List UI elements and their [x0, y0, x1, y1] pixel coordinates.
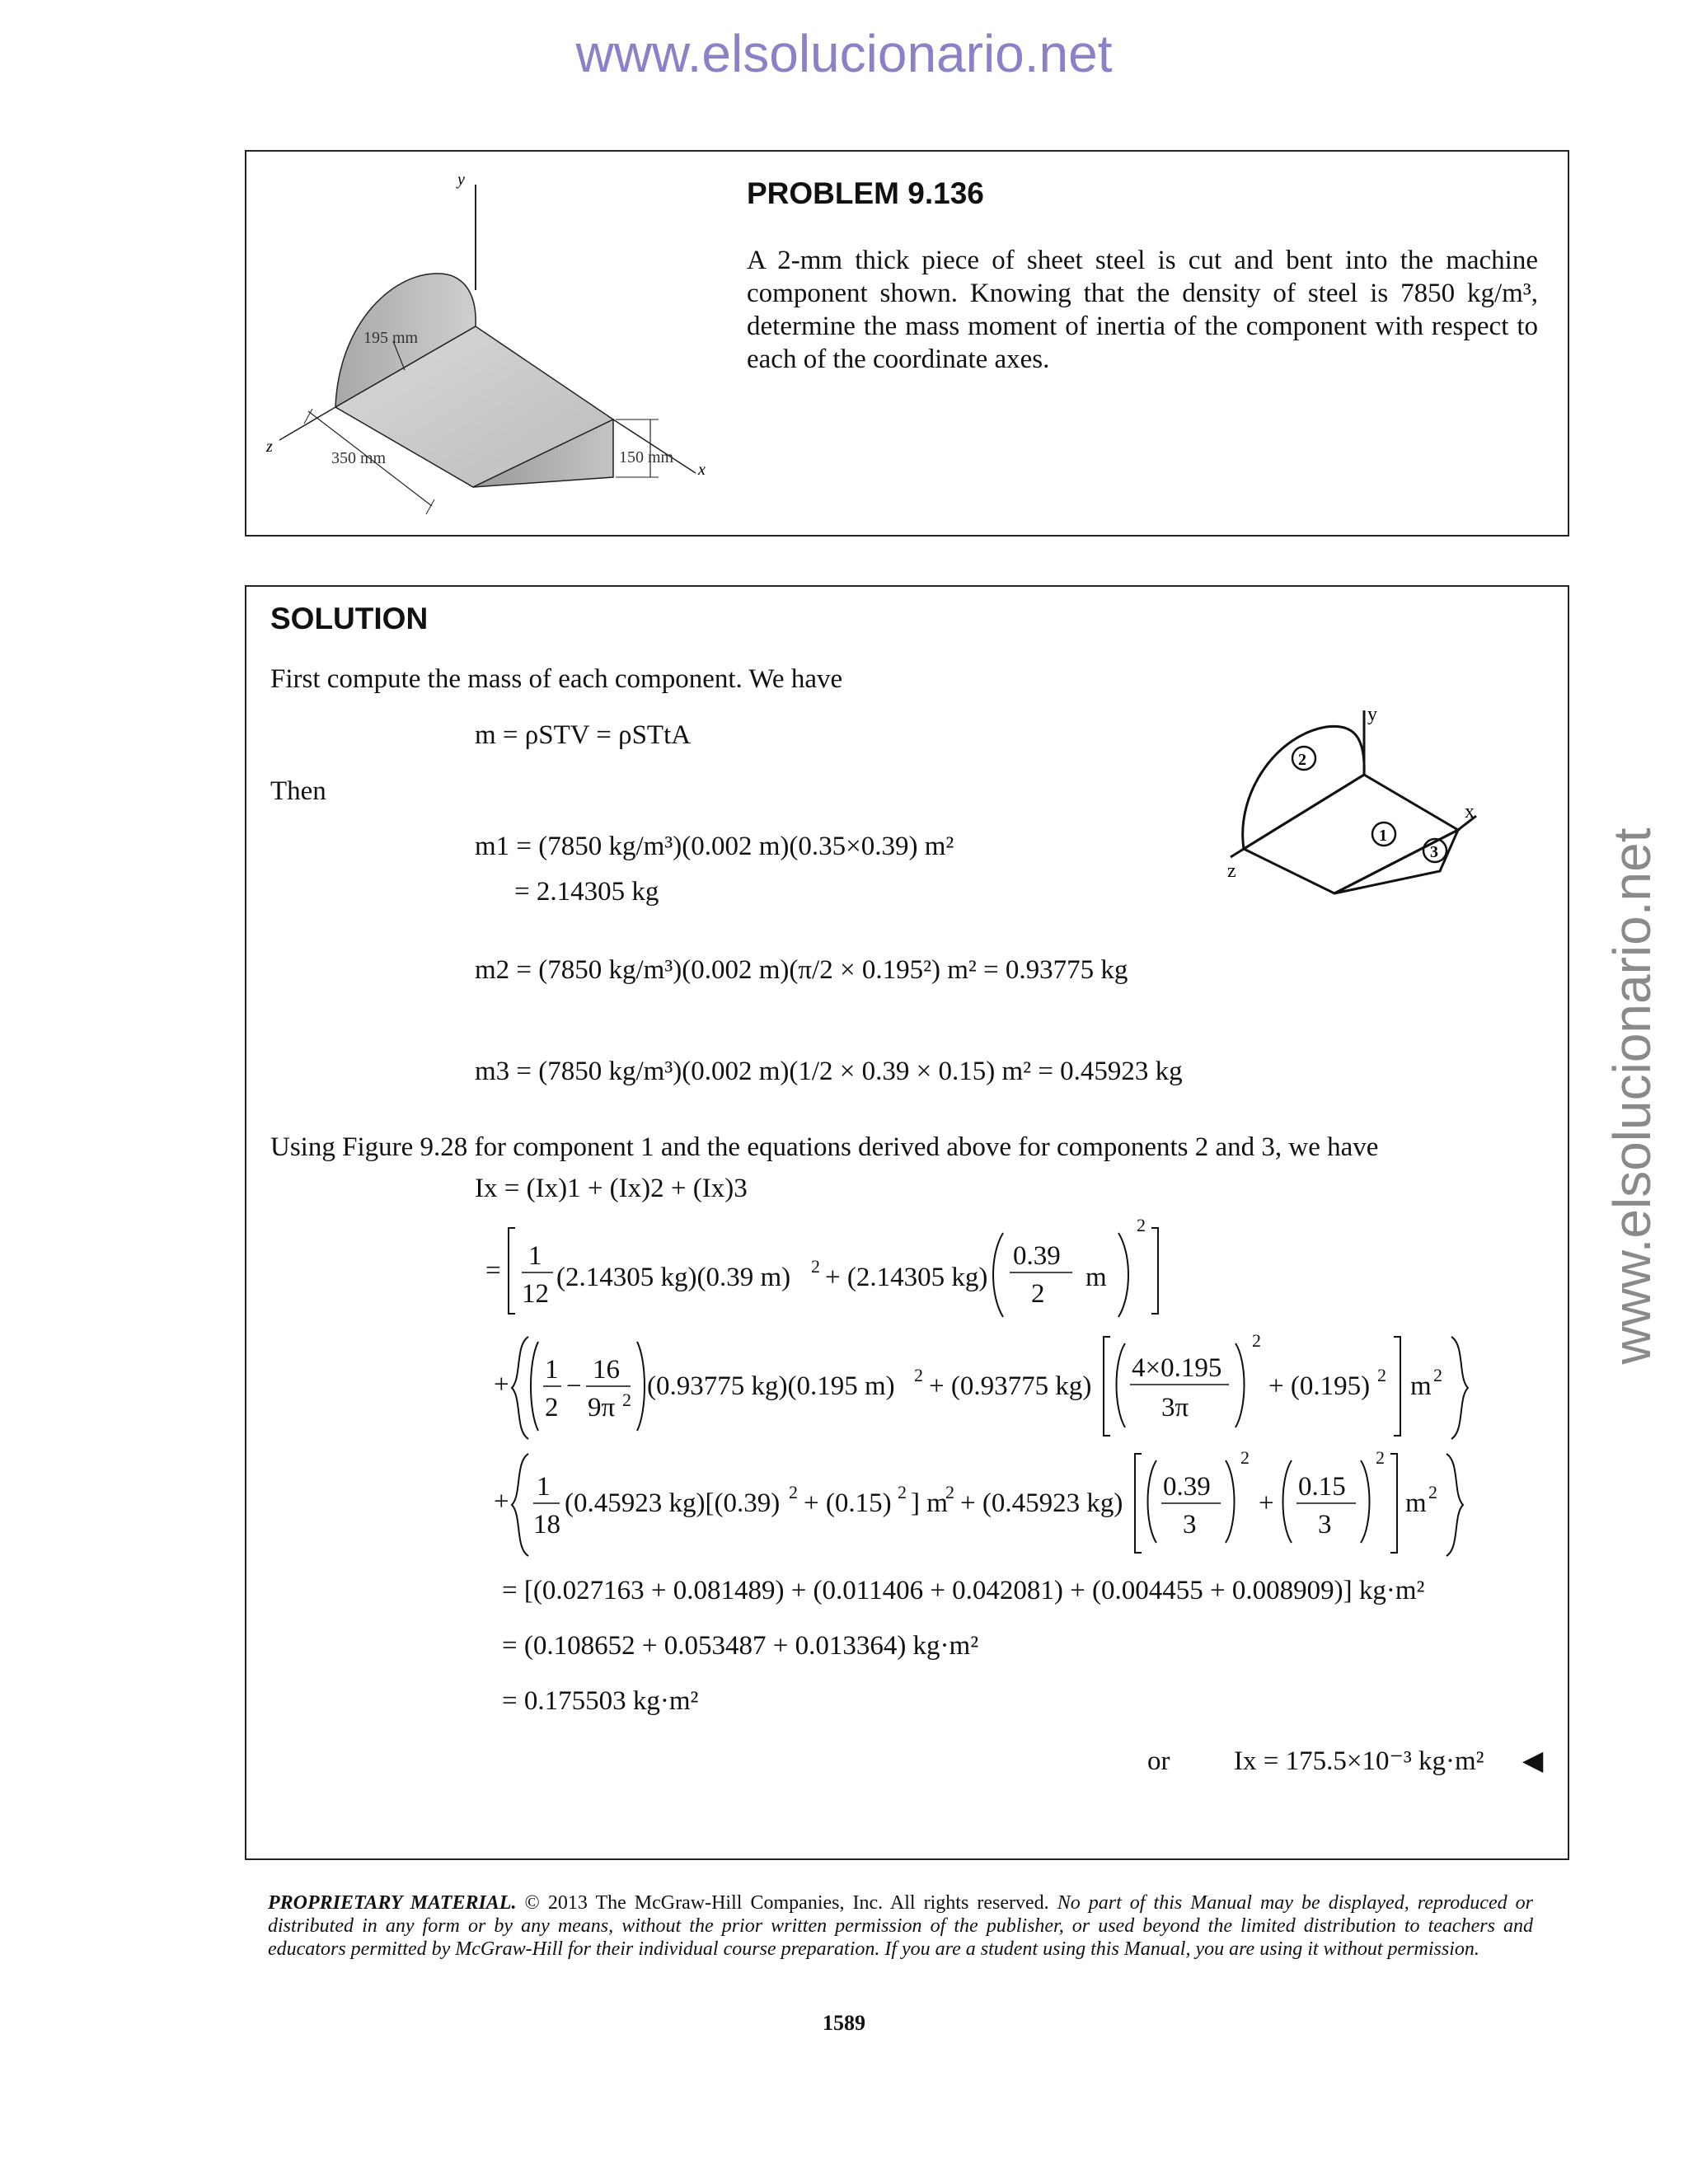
svg-text:(0.45923 kg)[(0.39): (0.45923 kg)[(0.39)	[565, 1488, 781, 1518]
m1-equation: m1 = (7850 kg/m³)(0.002 m)(0.35×0.39) m²	[475, 832, 954, 861]
svg-text:+ (2.14305 kg): + (2.14305 kg)	[825, 1263, 988, 1292]
fig-axis-x: x	[698, 461, 706, 479]
svg-text:2: 2	[545, 1393, 559, 1422]
problem-title: PROBLEM 9.136	[747, 176, 984, 210]
then-label: Then	[270, 776, 326, 806]
svg-text:2: 2	[1376, 1447, 1385, 1468]
svg-text:4×0.195: 4×0.195	[1132, 1353, 1222, 1383]
problem-box	[245, 150, 1569, 537]
svg-text:+ (0.45923 kg): + (0.45923 kg)	[960, 1488, 1123, 1518]
fig-dim-150: 150 mm	[619, 448, 674, 466]
page-number: 1589	[823, 2011, 865, 2035]
ix-sum: Ix = (Ix)1 + (Ix)2 + (Ix)3	[475, 1174, 748, 1203]
footer-notice: No part of this Manual may be displayed, reproduced or distributed in any form or by any means, without the prior written permission of the publisher, or used beyond the limited distribution to teachers and educators permitted by McGraw-Hill for their individual course preparation. If you are a student using this Manual, you are using it without permission.	[268, 1892, 1533, 1960]
svg-text:+ (0.15): + (0.15)	[804, 1488, 892, 1518]
svg-text:m: m	[1085, 1263, 1107, 1292]
svg-text:+: +	[494, 1487, 509, 1516]
sketch-label-y: y	[1367, 704, 1377, 725]
sum-line-3: = 0.175503 kg·m²	[502, 1686, 699, 1716]
fig-axis-z: z	[266, 438, 273, 456]
watermark-top: www.elsolucionario.net	[575, 24, 1113, 83]
svg-text:0.39: 0.39	[1163, 1472, 1211, 1502]
component-sketch	[1219, 702, 1483, 916]
svg-text:(0.93775 kg)(0.195 m): (0.93775 kg)(0.195 m)	[647, 1371, 895, 1401]
solution-box	[245, 585, 1569, 1860]
svg-text:+: +	[1259, 1488, 1274, 1518]
svg-text:18: 18	[533, 1510, 560, 1540]
svg-text:0.39: 0.39	[1013, 1241, 1061, 1271]
final-answer: Ix = 175.5×10⁻³ kg·m²	[1234, 1746, 1484, 1776]
svg-text:2: 2	[1377, 1365, 1386, 1385]
svg-text:2: 2	[945, 1482, 954, 1502]
svg-text:+ (0.93775 kg): + (0.93775 kg)	[929, 1371, 1092, 1401]
ix-expansion	[485, 1213, 1557, 1576]
svg-text:1: 1	[545, 1355, 559, 1385]
svg-text:2: 2	[622, 1390, 631, 1410]
svg-text:m: m	[1405, 1488, 1427, 1518]
svg-text:2: 2	[811, 1256, 820, 1277]
sum-line-2: = (0.108652 + 0.053487 + 0.013364) kg·m²	[502, 1631, 979, 1661]
fig-dim-350: 350 mm	[331, 449, 387, 467]
solution-title: SOLUTION	[270, 602, 429, 635]
footer	[268, 1891, 1533, 1961]
fig-axis-y: y	[457, 171, 465, 189]
svg-text:+: +	[494, 1370, 509, 1399]
svg-text:m: m	[1410, 1371, 1432, 1401]
answer-marker-icon: ◀	[1522, 1746, 1544, 1776]
using-text: Using Figure 9.28 for component 1 and the equations derived above for components 2 and 3, we have	[270, 1132, 1379, 1162]
svg-text:2: 2	[1137, 1215, 1146, 1235]
svg-text:2: 2	[898, 1482, 907, 1502]
svg-text:] m: ] m	[911, 1488, 948, 1518]
sketch-label-2: 2	[1298, 751, 1306, 769]
svg-text:2: 2	[1031, 1279, 1045, 1309]
svg-text:9π: 9π	[588, 1393, 616, 1422]
footer-lead: PROPRIETARY MATERIAL.	[268, 1892, 517, 1914]
svg-text:16: 16	[593, 1355, 620, 1385]
svg-text:2: 2	[789, 1482, 798, 1502]
sum-line-1: = [(0.027163 + 0.081489) + (0.011406 + 0.042081) + (0.004455 + 0.008909)] kg·m²	[502, 1576, 1425, 1605]
svg-text:1: 1	[537, 1472, 551, 1502]
problem-statement: A 2-mm thick piece of sheet steel is cut and bent into the machine component shown. Knowing that the density of steel is 7850 kg/m³, determine the mass moment of inertia of the component with respect to each of the coordinate axes.	[747, 246, 1538, 374]
m3-equation: m3 = (7850 kg/m³)(0.002 m)(1/2 × 0.39 × 0.15) m² = 0.45923 kg	[475, 1057, 1183, 1086]
sketch-label-3: 3	[1430, 843, 1438, 861]
fig-dim-195: 195 mm	[363, 329, 419, 347]
footer-copyright: © 2013 The McGraw-Hill Companies, Inc. All rights reserved.	[524, 1892, 1049, 1914]
svg-text:3: 3	[1183, 1510, 1197, 1540]
watermark-side: www.elsolucionario.net	[1602, 827, 1662, 1365]
or-label: or	[1147, 1746, 1170, 1776]
sketch-label-1: 1	[1379, 827, 1387, 845]
sketch-label-x: x	[1465, 801, 1475, 823]
svg-text:+ (0.195): + (0.195)	[1268, 1371, 1371, 1401]
svg-text:0.15: 0.15	[1298, 1472, 1346, 1502]
svg-text:−: −	[566, 1371, 582, 1401]
svg-text:2: 2	[1433, 1365, 1442, 1385]
svg-text:=: =	[485, 1256, 501, 1286]
svg-text:2: 2	[1252, 1330, 1261, 1351]
svg-text:(2.14305 kg)(0.39 m): (2.14305 kg)(0.39 m)	[556, 1263, 791, 1292]
solution-intro: First compute the mass of each component. We have	[270, 664, 843, 694]
svg-text:3: 3	[1318, 1510, 1332, 1540]
svg-text:12: 12	[522, 1279, 549, 1309]
mass-formula: m = ρSTV = ρSTtA	[475, 720, 692, 750]
svg-text:2: 2	[1240, 1447, 1250, 1468]
svg-text:2: 2	[914, 1365, 923, 1385]
svg-text:3π: 3π	[1161, 1393, 1189, 1422]
m1-result: = 2.14305 kg	[514, 877, 659, 907]
sketch-label-z: z	[1227, 860, 1236, 882]
machine-component-figure	[246, 152, 741, 531]
m2-equation: m2 = (7850 kg/m³)(0.002 m)(π/2 × 0.195²) m² = 0.93775 kg	[475, 955, 1128, 985]
svg-text:1: 1	[528, 1241, 542, 1271]
svg-text:2: 2	[1428, 1482, 1437, 1502]
